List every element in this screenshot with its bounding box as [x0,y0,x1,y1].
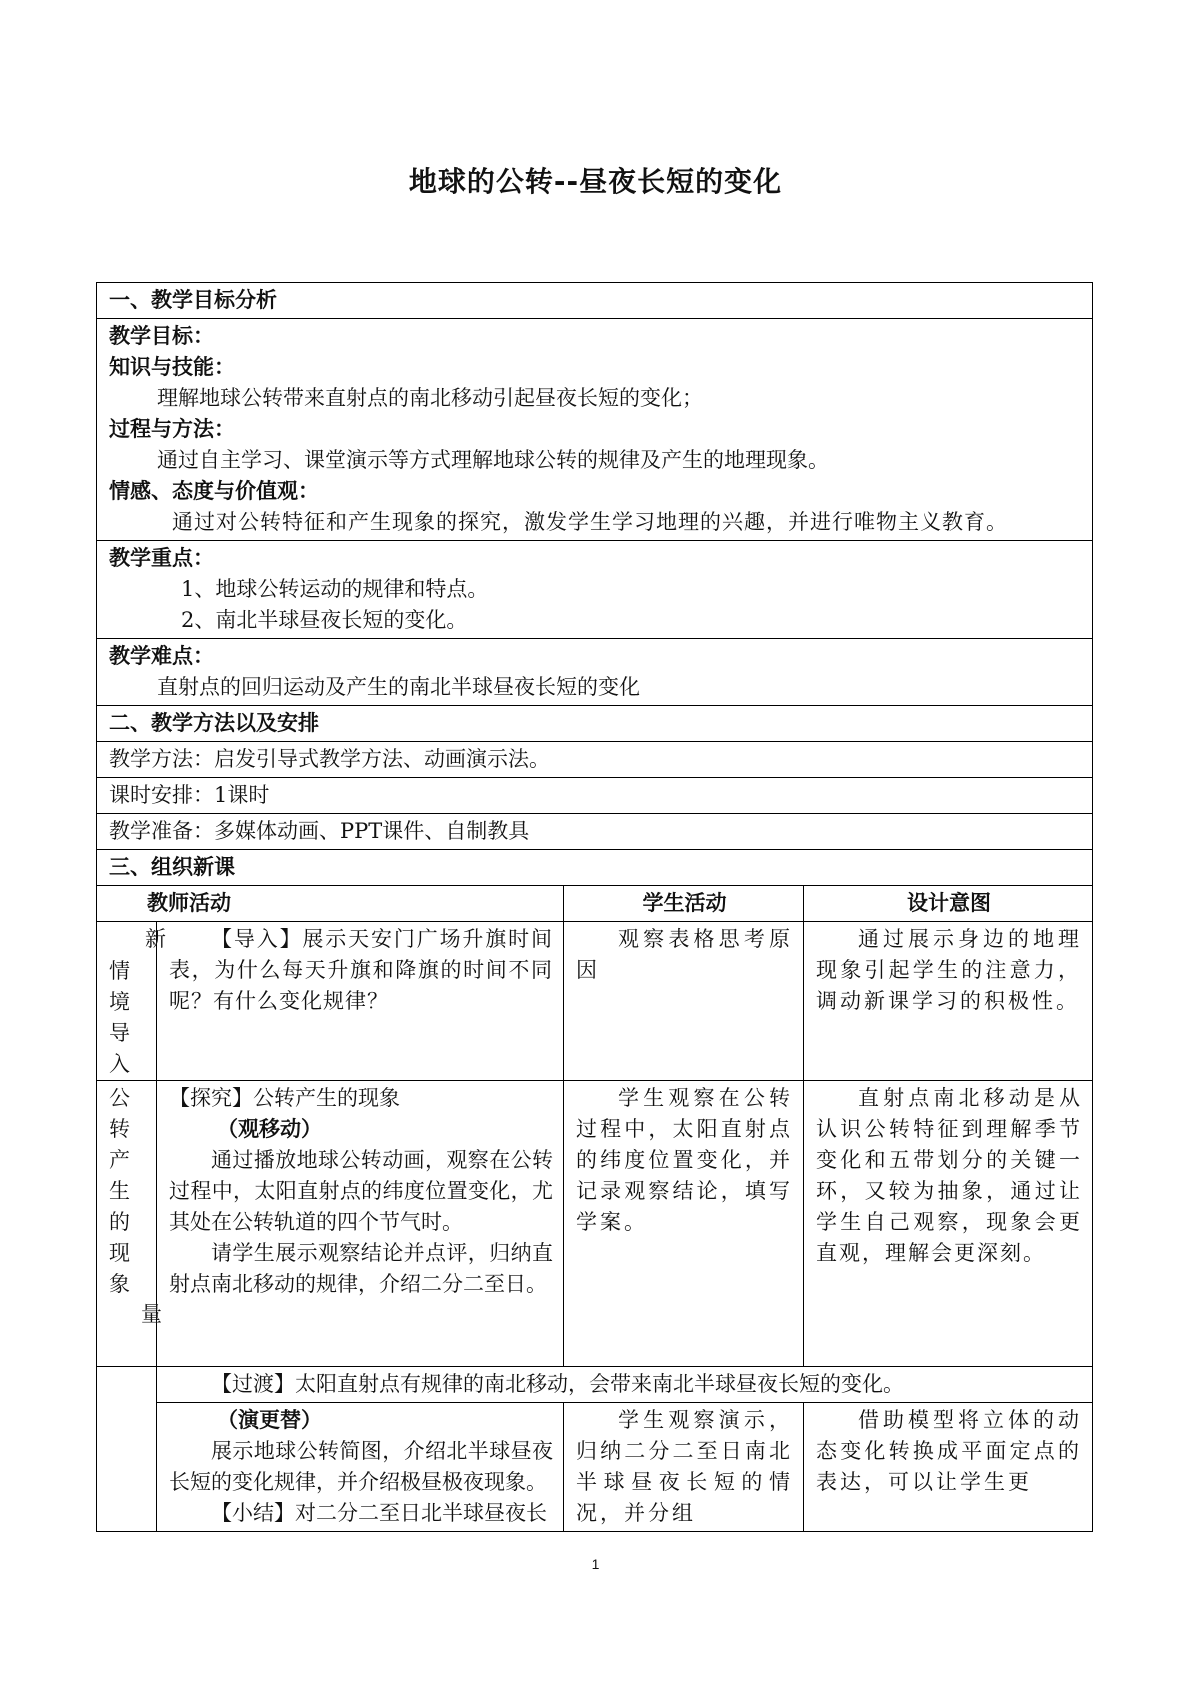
design-text: 借助模型将立体的动态变化转换成平面定点的表达，可以让学生更 [816,1408,1082,1494]
transition-cell [157,1367,1093,1403]
difficulty-cell [97,639,1093,706]
teacher-line: 【探究】公转产生的现象 [169,1086,400,1110]
col-student-header: 学生活动 [564,886,804,922]
column-header-row [97,886,1093,922]
stage-char: 境 [109,990,130,1014]
method-row [97,742,1093,778]
student-text: 观察表格思考原因 [576,927,793,982]
stage-cell-empty [97,1403,157,1532]
stage-char: 生 [109,1179,130,1203]
stage-char: 情 [109,959,130,983]
key-points-row [97,541,1093,639]
section-1-heading: 一、教学目标分析 [97,283,1093,319]
stage-char: 入 [109,1052,130,1076]
process-text: 通过自主学习、课堂演示等方式理解地球公转的规律及产生的地理现象。 [157,448,829,472]
section-3-heading: 三、组织新课 [97,850,1093,886]
stage-char: 象 [109,1272,130,1296]
col-teacher-header: 教师活动 [97,886,564,922]
schedule-cell: 课时安排：1课时 [97,778,1093,814]
objectives-cell [97,319,1093,541]
key-label: 教学重点： [109,546,214,570]
prep-cell: 教学准备：多媒体动画、PPT课件、自制教具 [97,814,1093,850]
knowledge-label: 知识与技能： [109,355,235,379]
stage-overhang-top: 新 [145,927,166,951]
student-activity-cell [564,1081,804,1367]
emotion-label: 情感、态度与价值观： [109,479,319,503]
design-intent-cell [804,1081,1093,1367]
teacher-line: （观移动） [217,1117,322,1141]
stage-char: 现 [109,1241,130,1265]
transition-text: 【过渡】太阳直射点有规律的南北移动，会带来南北半球昼夜长短的变化。 [211,1372,904,1396]
stage-cell-empty [97,1367,157,1403]
teacher-text: 【导入】展示天安门广场升旗时间表，为什么每天升旗和降旗的时间不同呢？有什么变化规律？ [169,927,553,1013]
teacher-line: 【小结】对二分二至日北半球昼夜长 [211,1501,547,1525]
student-activity-cell [564,922,804,1081]
difficulty-text: 直射点的回归运动及产生的南北半球昼夜长短的变化 [157,675,640,699]
knowledge-text: 理解地球公转带来直射点的南北移动引起昼夜长短的变化； [157,386,703,410]
teacher-line: 展示地球公转简图，介绍北半球昼夜长短的变化规律，并介绍极昼极夜现象。 [169,1439,553,1494]
section-1-header-row [97,283,1093,319]
teacher-line: 通过播放地球公转动画，观察在公转过程中，太阳直射点的纬度位置变化，尤其处在公转轨道的四个节气时。 [169,1148,553,1234]
student-activity-cell [564,1403,804,1532]
teacher-line: （演更替） [217,1408,322,1432]
stage-cell-phenomena [97,1081,162,1367]
key-points-cell [97,541,1093,639]
transition-row [97,1367,1093,1403]
design-intent-cell [804,1403,1093,1532]
process-label: 过程与方法： [109,417,235,441]
page-title: 地球的公转--昼夜长短的变化 [408,165,783,198]
table-row [97,922,1093,1081]
emotion-text: 通过对公转特征和产生现象的探究，激发学生学习地理的兴趣，并进行唯物主义教育。 [172,510,1008,534]
lesson-plan-table-wrap [96,282,1092,1532]
key-item-1: 1、地球公转运动的规律和特点。 [181,577,489,601]
stage-char: 产 [109,1148,130,1172]
method-cell: 教学方法：启发引导式教学方法、动画演示法。 [97,742,1093,778]
goal-label: 教学目标： [109,324,214,348]
stage-char: 的 [109,1210,130,1234]
stage-cell-intro [97,922,166,1081]
key-item-2: 2、南北半球昼夜长短的变化。 [181,608,468,632]
teacher-activity-cell [157,1403,564,1532]
teacher-activity-cell [157,1081,564,1367]
design-intent-cell [804,922,1093,1081]
section-3-header-row [97,850,1093,886]
stage-char: 转 [109,1117,130,1141]
student-text: 学生观察在公转过程中，太阳直射点的纬度位置变化，并记录观察结论，填写学案。 [576,1086,793,1234]
schedule-row [97,778,1093,814]
teacher-activity-cell [157,922,564,1081]
lesson-plan-table [96,282,1093,1532]
stage-char: 导 [109,1021,130,1045]
section-2-header-row [97,706,1093,742]
page-number: 1 [591,1556,600,1572]
student-text: 学生观察演示，归纳二分二至日南北半球昼夜长短的情况，并分组 [576,1408,793,1525]
teacher-line: 请学生展示观察结论并点评，归纳直射点南北移动的规律，介绍二分二至日。 [169,1241,553,1296]
table-row [97,1081,1093,1367]
objectives-row [97,319,1093,541]
difficulty-label: 教学难点： [109,644,214,668]
design-text: 直射点南北移动是从认识公转特征到理解季节变化和五带划分的关键一环，又较为抽象，通过让学生自己观察，现象会更直观，理解会更深刻。 [816,1086,1082,1265]
stage-overhang-bottom: 量 [141,1302,162,1326]
stage-char: 公 [109,1086,130,1110]
table-row [97,1403,1093,1532]
section-2-heading: 二、教学方法以及安排 [97,706,1093,742]
design-text: 通过展示身边的地理现象引起学生的注意力，调动新课学习的积极性。 [816,927,1082,1013]
prep-row [97,814,1093,850]
difficulty-row [97,639,1093,706]
col-design-header: 设计意图 [804,886,1093,922]
